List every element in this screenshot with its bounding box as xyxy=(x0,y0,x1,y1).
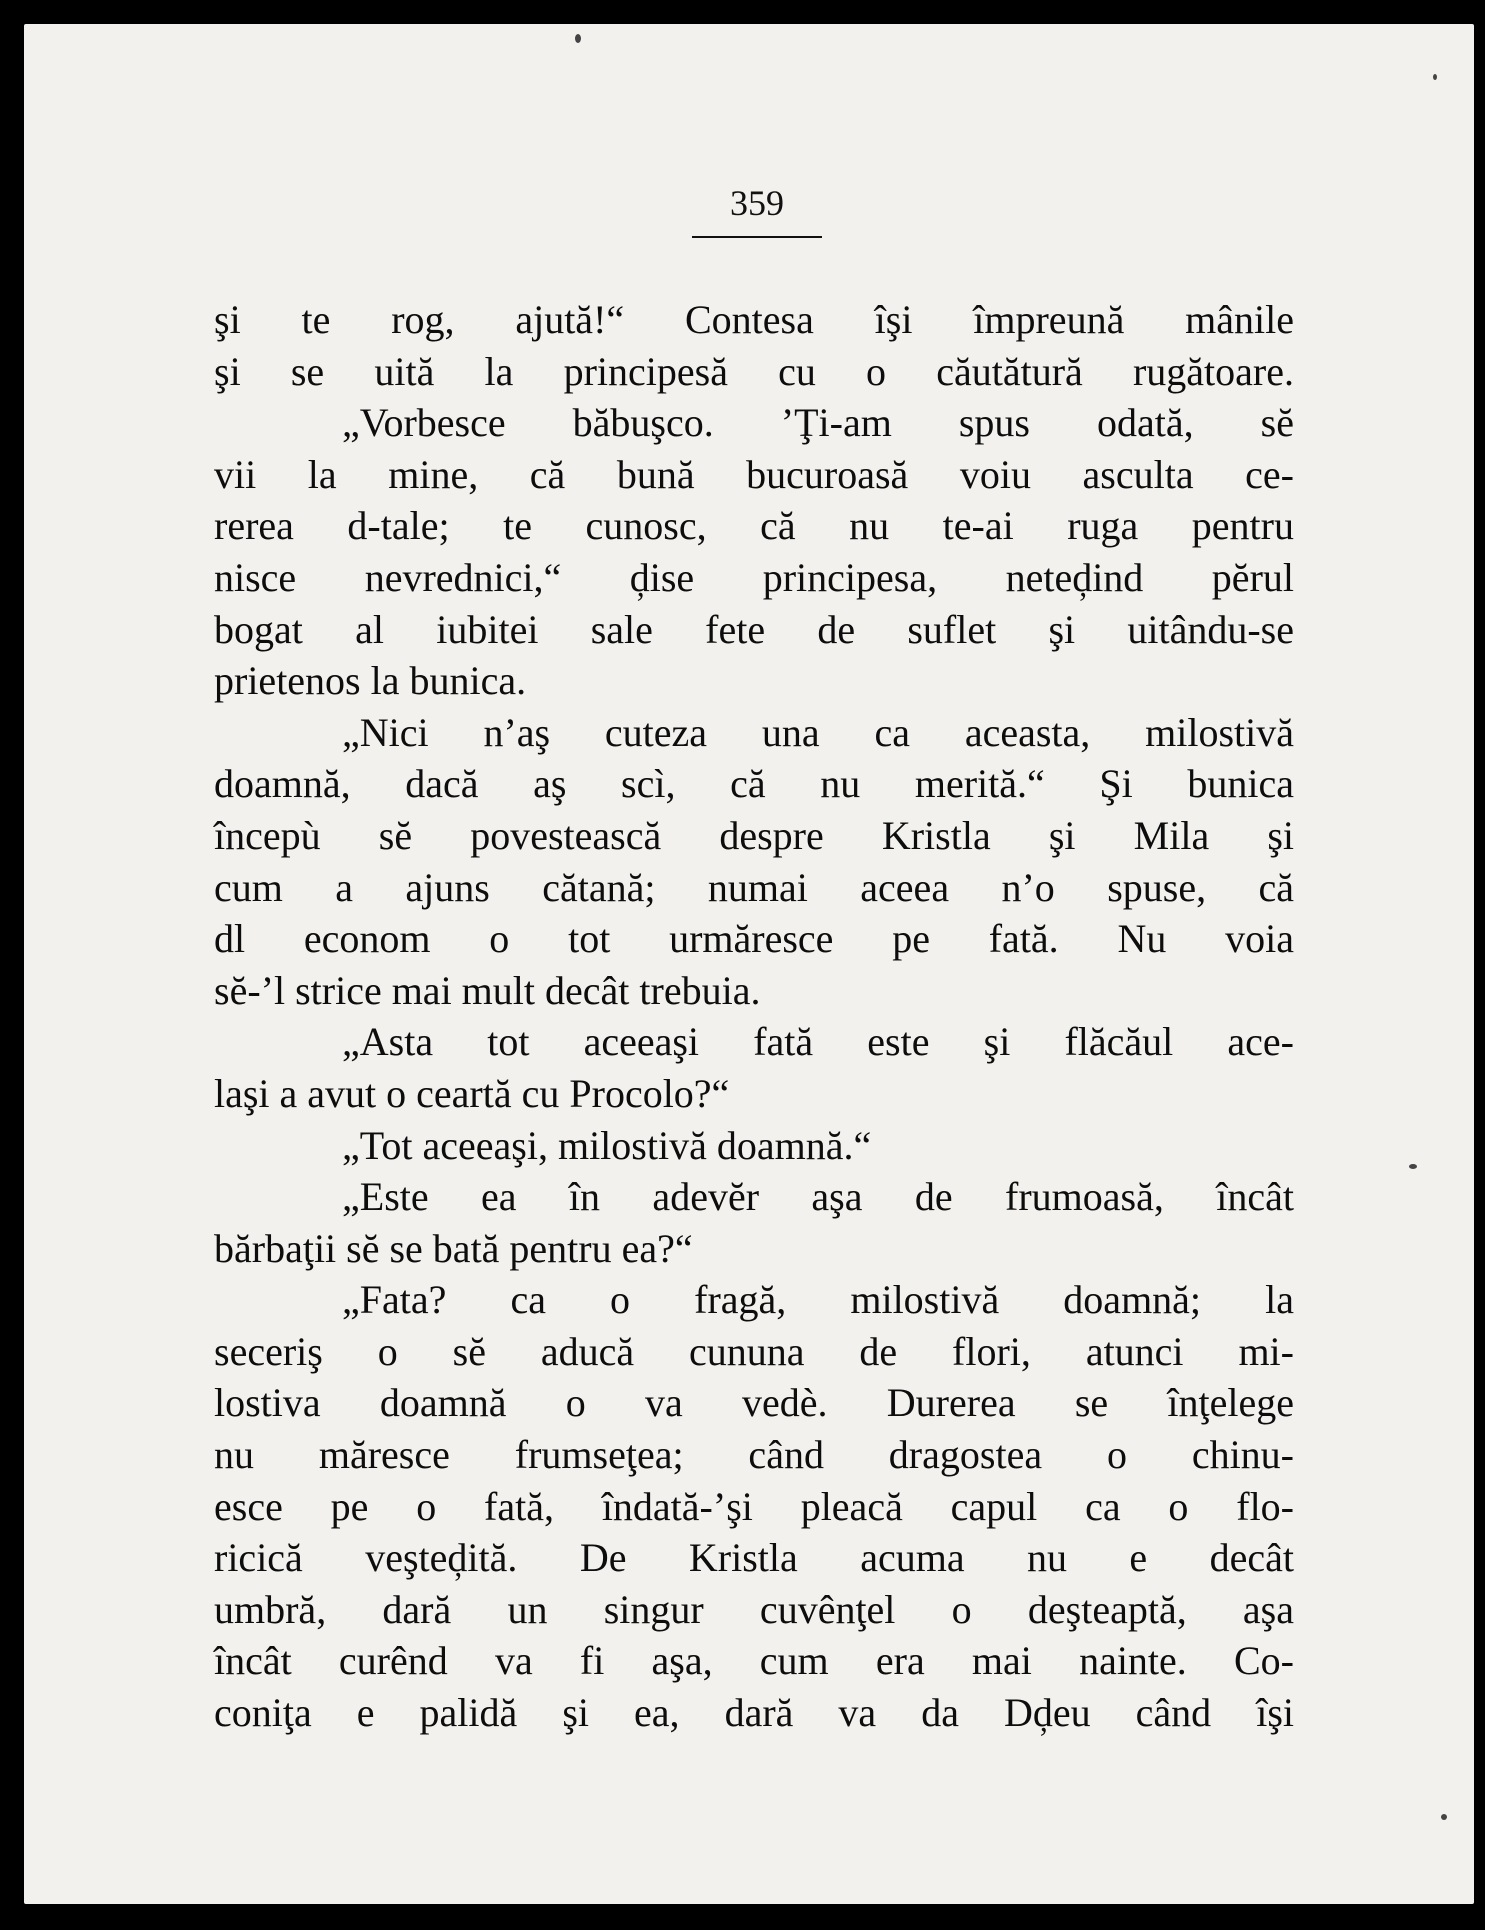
text-line: umbră, dară un singur cuvênţel o deşteaptă, aşa xyxy=(214,1586,1294,1632)
text-line: „Nici n’aş cuteza una ca aceasta, milostivă xyxy=(342,709,1294,755)
page-number: 359 xyxy=(730,183,784,223)
text-line: dl econom o tot urmăresce pe fată. Nu voia xyxy=(214,916,1294,962)
book-page xyxy=(24,24,1474,1904)
scan-speck xyxy=(1433,74,1437,80)
text-line: nisce nevrednici,“ ḑise principesa, neteḑind pĕrul xyxy=(214,554,1294,600)
text-line: încât curênd va fi aşa, cum era mai nainte. Co- xyxy=(214,1638,1294,1684)
text-line: bogat al iubitei sale fete de suflet şi uitându-se xyxy=(214,606,1294,652)
text-line: „Este ea în adevĕr aşa de frumoasă, încât xyxy=(342,1174,1294,1220)
scan-speck xyxy=(1409,1164,1417,1169)
text-line: esce pe o fată, îndată-’şi pleacă capul ca o flo- xyxy=(214,1483,1294,1529)
text-line: ricică veşteḑită. De Kristla acuma nu e decât xyxy=(214,1535,1294,1581)
body-text xyxy=(214,294,1294,1739)
text-line: cum a ajuns cătană; numai aceea n’o spuse, că xyxy=(214,864,1294,910)
text-line: coniţa e palidă şi ea, dară va da Dḑeu când îşi xyxy=(214,1690,1294,1736)
text-line: seceriş o sĕ aducă cununa de flori, atunci mi- xyxy=(214,1328,1294,1374)
text-line: doamnă, dacă aş scì, că nu merită.“ Şi bunica xyxy=(214,761,1294,807)
text-line: şi te rog, ajută!“ Contesa îşi împreună mânile xyxy=(214,297,1294,342)
text-line: „Vorbesce băbuşco. ’Ţi-am spus odată, sĕ xyxy=(342,400,1294,446)
text-line: începù sĕ povestească despre Kristla şi Mila şi xyxy=(214,812,1294,858)
scan-speck xyxy=(1441,1814,1447,1820)
scan-speck xyxy=(575,34,581,43)
text-line: „Asta tot aceeaşi fată este şi flăcăul ace- xyxy=(342,1019,1294,1065)
text-line: laşi a avut o ceartă cu Procolo?“ xyxy=(214,1070,730,1116)
text-line: şi se uită la principesă cu o căutătură rugătoare. xyxy=(214,348,1294,394)
text-line: vii la mine, că bună bucuroasă voiu asculta ce- xyxy=(214,451,1294,497)
text-line: prietenos la bunica. xyxy=(214,658,527,704)
text-line: „Tot aceeaşi, milostivă doamnă.“ xyxy=(342,1122,872,1168)
text-line: nu măresce frumseţea; când dragostea o chinu- xyxy=(214,1432,1294,1478)
text-line: bărbaţii sĕ se bată pentru ea?“ xyxy=(214,1225,693,1271)
text-line: sĕ-’l strice mai mult decât trebuia. xyxy=(214,967,761,1013)
text-line: rerea d-tale; te cunosc, că nu te-ai ruga pentru xyxy=(214,503,1294,549)
page-number-rule xyxy=(692,236,822,238)
text-line: lostiva doamnă o va vedè. Durerea se înţelege xyxy=(214,1380,1294,1426)
text-line: „Fata? ca o fragă, milostivă doamnă; la xyxy=(342,1277,1294,1323)
